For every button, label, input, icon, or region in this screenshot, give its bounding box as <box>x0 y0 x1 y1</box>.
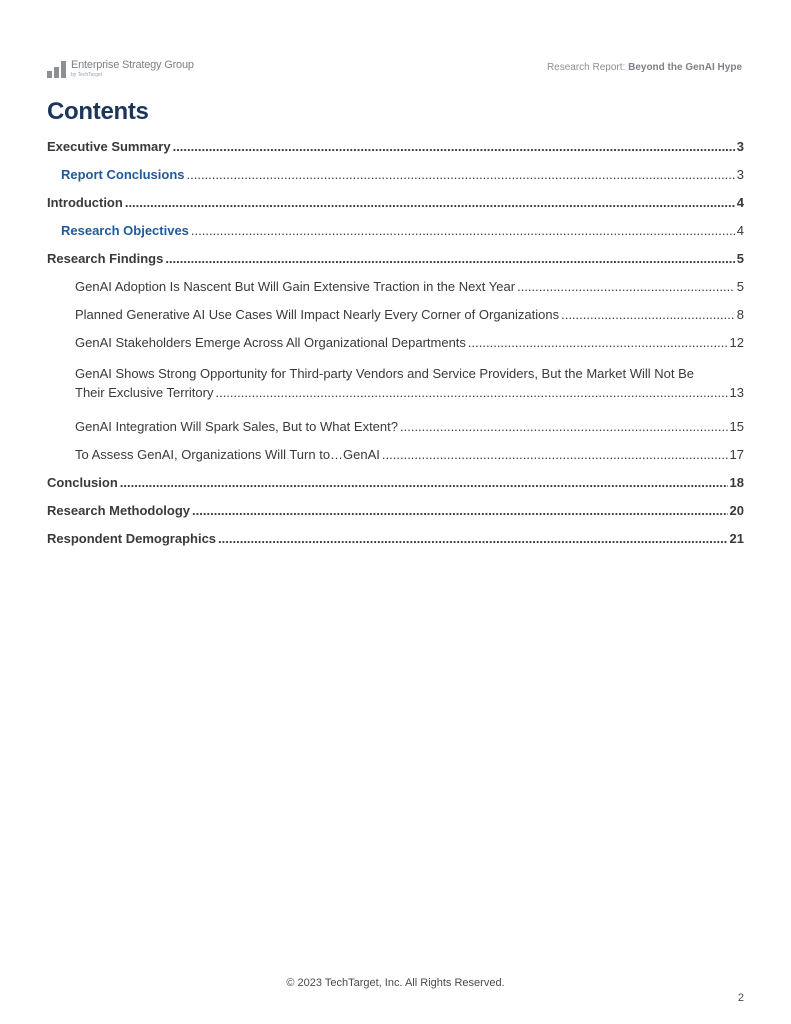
toc-entry-assess-genai[interactable] <box>47 447 744 475</box>
toc-page: 3 <box>736 167 744 182</box>
toc-label: Report Conclusions <box>61 167 185 182</box>
toc-label: Planned Generative AI Use Cases Will Impact Nearly Every Corner of Organizations <box>75 307 560 322</box>
toc-label-line2: Their Exclusive Territory <box>75 385 214 400</box>
bar-chart-logo-icon <box>47 61 66 78</box>
toc-leader <box>165 251 734 266</box>
toc-entry-research-findings[interactable] <box>47 251 744 279</box>
toc-label-line1: GenAI Shows Strong Opportunity for Third-party Vendors and Service Providers, But the Market Will Not Be <box>75 366 694 381</box>
toc-leader <box>173 139 735 154</box>
toc-entry-genai-adoption[interactable] <box>47 279 744 307</box>
toc-leader <box>517 279 735 294</box>
toc-entry-report-conclusions[interactable] <box>47 167 744 195</box>
toc-entry-research-methodology[interactable] <box>47 503 744 531</box>
running-head-prefix: Research Report: <box>546 62 629 73</box>
toc-page: 4 <box>736 195 744 210</box>
toc-label: To Assess GenAI, Organizations Will Turn to…GenAI <box>75 447 380 462</box>
toc-page: 21 <box>729 531 744 546</box>
toc-leader <box>215 385 727 400</box>
toc-page: 8 <box>736 307 744 322</box>
toc-label: GenAI Adoption Is Nascent But Will Gain Extensive Traction in the Next Year <box>75 279 516 294</box>
toc-entry-integration-sales[interactable] <box>47 419 744 447</box>
toc-label: Introduction <box>47 195 123 210</box>
logo-sub: by TechTarget <box>71 72 103 78</box>
toc-leader <box>120 475 728 490</box>
toc-page: 20 <box>729 503 744 518</box>
running-head <box>547 62 742 73</box>
toc-label: Respondent Demographics <box>47 531 217 546</box>
toc-entry-respondent-demographics[interactable] <box>47 531 744 559</box>
toc-label: Research Findings <box>47 251 164 266</box>
toc-label: Research Methodology <box>47 503 191 518</box>
toc-page: 17 <box>729 447 744 462</box>
toc-page: 5 <box>736 279 744 294</box>
toc-entry-planned-use-cases[interactable] <box>47 307 744 335</box>
toc-leader <box>468 335 728 350</box>
running-head-title: Beyond the GenAI Hype <box>628 62 742 73</box>
toc-entry-executive-summary[interactable] <box>47 139 744 167</box>
toc-page: 18 <box>729 475 744 490</box>
toc-label: Research Objectives <box>61 223 189 238</box>
page-number: 2 <box>737 992 744 1004</box>
table-of-contents <box>47 139 744 559</box>
toc-leader <box>561 307 735 322</box>
toc-leader <box>192 503 728 518</box>
toc-label: GenAI Stakeholders Emerge Across All Organizational Departments <box>75 335 466 350</box>
toc-leader <box>218 531 728 546</box>
page-title: Contents <box>47 98 149 125</box>
toc-entry-conclusion[interactable] <box>47 475 744 503</box>
toc-page: 15 <box>729 419 744 434</box>
toc-entry-third-party-vendors[interactable] <box>47 363 744 419</box>
toc-leader <box>187 167 735 182</box>
toc-leader <box>125 195 735 210</box>
toc-page: 12 <box>729 335 744 350</box>
toc-page: 5 <box>736 251 744 266</box>
toc-page: 3 <box>736 139 744 154</box>
toc-page: 13 <box>729 385 744 400</box>
toc-entry-introduction[interactable] <box>47 195 744 223</box>
toc-leader <box>382 447 728 462</box>
esg-logo <box>47 60 194 78</box>
toc-entry-genai-stakeholders[interactable] <box>47 335 744 363</box>
toc-label: Conclusion <box>47 475 118 490</box>
toc-entry-research-objectives[interactable] <box>47 223 744 251</box>
toc-page: 4 <box>736 223 744 238</box>
toc-label: GenAI Integration Will Spark Sales, But to What Extent? <box>75 419 398 434</box>
toc-label: Executive Summary <box>47 139 171 154</box>
logo-name: Enterprise Strategy Group <box>71 59 194 71</box>
footer-copyright: © 2023 TechTarget, Inc. All Rights Reserved. <box>286 977 505 989</box>
toc-leader <box>400 419 728 434</box>
toc-leader <box>191 223 735 238</box>
